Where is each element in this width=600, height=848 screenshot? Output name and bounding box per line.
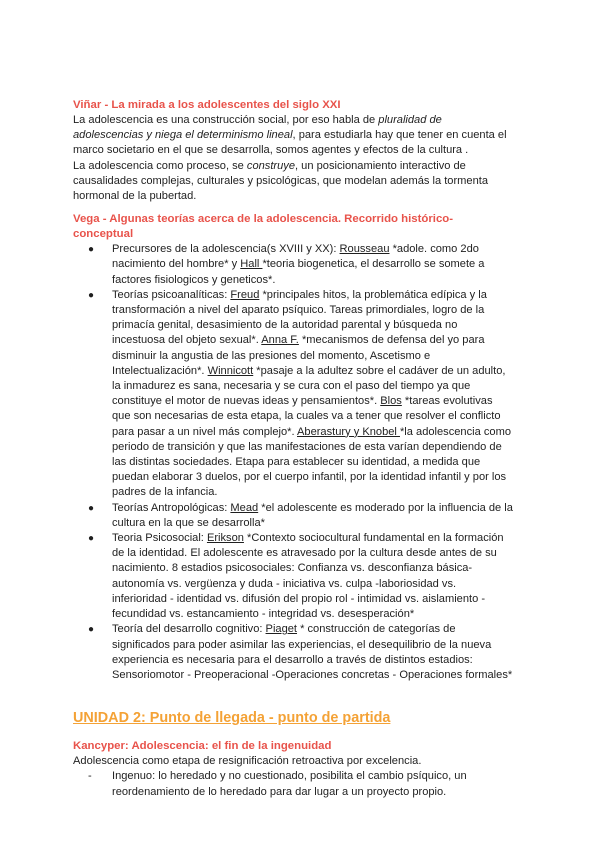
text-span: Teorías psicoanalíticas: xyxy=(112,288,231,301)
text-span: Teoría del desarrollo cognitivo: xyxy=(112,623,266,636)
section-title-vinar: Viñar - La mirada a los adolescentes del siglo XXI xyxy=(73,99,341,111)
list-item-precursores xyxy=(73,242,513,288)
text-span: , un posicionamiento interactivo de causalidades complejas, culturales y psicológicas, que modelan además la tormenta hormonal de la pubertad. xyxy=(73,159,489,203)
text-span: *mecanismos de defensa del yo para disminuir la angustia de las presiones del momento, Ascetismo e Intelectualización*. xyxy=(112,334,485,377)
bullet-icon: ● xyxy=(88,502,95,514)
text-span: *Contexto sociocultural fundamental en la formación de la identidad. El adolescente es atravesado por la cultura desde antes de su nacimiento. 8 estadios psicosociales: Confianza vs. desconfianza básica- autonomía vs. vergüenza y duda - iniciativa vs. culpa -laboriosidad vs. inferioridad - identidad vs. difusión del propio rol - intimidad vs. aislamiento - fecundidad vs. estancamiento - integridad vs. desesperación* xyxy=(112,532,504,621)
text-span: Precursores de la adolescencia(s XVIII y XX): xyxy=(112,243,340,256)
italic-span: construye xyxy=(246,159,296,172)
text-span: *la adolescencia como periodo de transición y que las manifestaciones de esta varían dependiendo de las distintas sociedades. Etapa para establecer su identidad, a medida que puedan elaborar 3 duelos, por el cuerpo infantil, por la identidad infantil y por los padres de la infancia. xyxy=(112,425,511,499)
author-freud: Freud xyxy=(230,288,260,301)
text-span: *teoria biogenetica, el desarrollo se somete a factores fisiologicos y geneticos*. xyxy=(112,258,485,286)
list-item-psicosocial xyxy=(73,531,513,622)
text-span: Teoria Psicosocial: xyxy=(112,532,207,545)
bullet-icon: ● xyxy=(88,244,95,256)
bullet-icon: ● xyxy=(88,624,95,636)
vinar-paragraph-2 xyxy=(73,159,513,205)
text-span: La adolescencia como proceso, se xyxy=(73,159,247,172)
text-span: , para estudiarla hay que tener en cuenta el marco societario en el que se desarrolla, somos agentes y efectos de la cultura . xyxy=(73,129,507,157)
unit-heading: UNIDAD 2: Punto de llegada - punto de partida xyxy=(73,710,391,727)
document-page xyxy=(73,98,513,800)
author-rousseau: Rousseau xyxy=(339,243,390,256)
text-span: Ingenuo: lo heredado y no cuestionado, posibilita el cambio psíquico, un reordenamiento de lo heredado para dar lugar a un proyecto propio. xyxy=(112,770,467,798)
author-anna-freud: Anna F. xyxy=(261,334,299,347)
author-blos: Blos xyxy=(380,395,402,408)
text-span: Teorías Antropológicas: xyxy=(112,501,231,514)
author-aberastury-knobel: Aberastury y Knobel xyxy=(297,425,400,438)
author-hall: Hall xyxy=(240,258,263,271)
text-span: *el adolescente es moderado por la influencia de la cultura en la que se desarrolla* xyxy=(112,501,513,529)
bullet-icon: ● xyxy=(88,289,95,301)
list-item-ingenuo xyxy=(73,769,513,799)
italic-span: pluralidad de adolescencias y niega el determinismo lineal xyxy=(73,114,442,142)
section-title-kancyper: Kancyper: Adolescencia: el fin de la ingenuidad xyxy=(73,740,332,753)
dash-icon: - xyxy=(88,770,92,783)
text-span: * construcción de categorías de significados para poder asimilar las experiencias, el desequilibrio de la nueva experiencia es necesaria para el desarrollo a través de distintos estadios: Sensoriomotor - Preoperacional -Operaciones concretas - Operaciones formales* xyxy=(112,623,513,681)
vinar-paragraph-1 xyxy=(73,113,513,159)
list-item-cognitivo xyxy=(73,622,513,683)
list-item-psicoanaliticas xyxy=(73,288,513,501)
bullet-icon: ● xyxy=(88,533,95,545)
vega-bullet-list xyxy=(73,242,513,683)
kancyper-dash-list xyxy=(73,769,513,799)
text-span: *pasaje a la adultez sobre el cadáver de un adulto, la inmadurez es sana, necesaria y se cura con el paso del tiempo ya que constituye el motor de nuevas ideas y pensamientos*. xyxy=(112,364,506,408)
text-span: *principales hitos, la problemática edípica y la transformación a nivel del aparato psíquico. Tareas primordiales, logro de la primacía genital, desasimiento de la autoridad parental y búsqueda no incestuosa del objeto sexual*. xyxy=(112,288,487,347)
author-piaget: Piaget xyxy=(265,623,298,636)
text-span: *adole. como 2do nacimiento del hombre* y xyxy=(112,243,479,271)
text-span: *tareas evolutivas que son necesarias de esta etapa, la cuales va a tener que resolver el conflicto para pasar a un nivel más complejo*. xyxy=(112,395,501,438)
author-mead: Mead xyxy=(230,501,259,514)
author-erikson: Erikson xyxy=(206,532,244,545)
section-title-vega: Vega - Algunas teorías acerca de la adolescencia. Recorrido histórico-conceptual xyxy=(73,213,454,241)
author-winnicott: Winnicott xyxy=(207,364,254,377)
list-item-antropologicas xyxy=(73,501,513,531)
kancyper-paragraph: Adolescencia como etapa de resignificación retroactiva por excelencia. xyxy=(73,755,422,768)
text-span: La adolescencia es una construcción social, por eso habla de xyxy=(73,114,379,126)
